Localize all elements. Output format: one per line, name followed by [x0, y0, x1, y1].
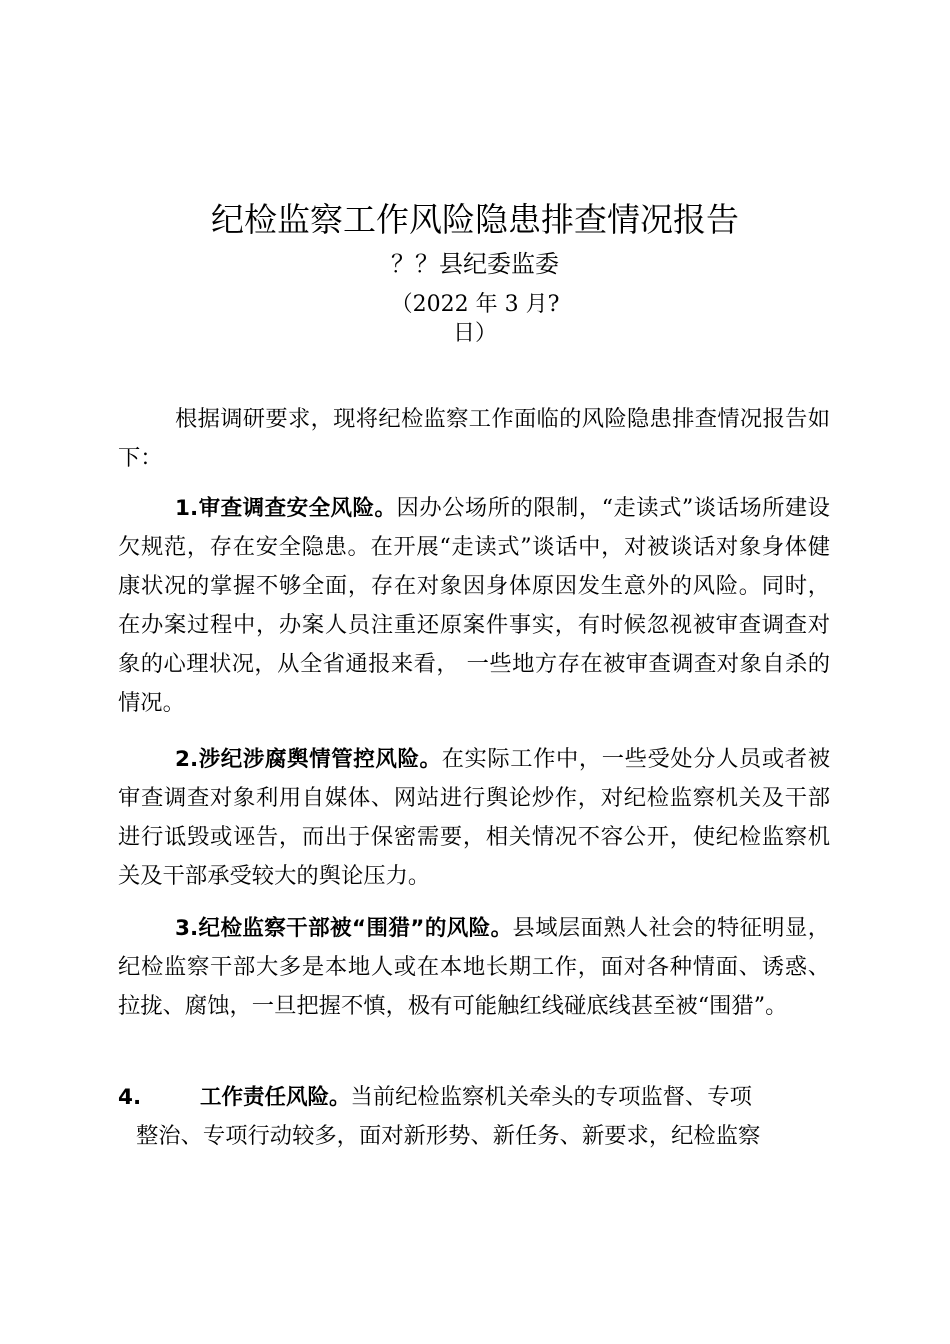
paragraph-3-body: 县域层面熟人社会的特征明显，纪检监察干部大多是本地人或在本地长期工作，面对各种情面、诱惑、拉拢、腐蚀，一旦把握不慎，极有可能触红线碰底线甚至被“围猎”。: [118, 915, 830, 1019]
paragraph-2-body: 在实际工作中，一些受处分人员或者被审查调查对象利用自媒体、网站进行舆论炒作，对纪检监察机关及干部进行诋毁或诬告，而出于保密需要，相关情况不容公开，使纪检监察机关及干部承受较大的舆论压力。: [118, 746, 830, 889]
paragraph-4-heading: 工作责任风险。: [200, 1085, 351, 1110]
document-title: 纪检监察工作风险隐患排查情况报告: [211, 200, 739, 239]
paragraph-2: [118, 740, 830, 896]
paragraph-1-body: 因办公场所的限制，“走读式”谈话场所建设欠规范，存在安全隐患。在开展“走读式”谈话中，对被谈话对象身体健康状况的掌握不够全面，存在对象因身体原因发生意外的风险。同时，在办案过程中，办案人员注重还原案件事实，有时候忽视被审查调查对象的心理状况，从全省通报来看， 一些地方存在被审查调查对象自杀的情况。: [118, 495, 830, 716]
paragraph-1: [118, 489, 830, 723]
date-line-1: （2022 年 3 月?: [390, 292, 560, 317]
paragraph-4: [118, 1078, 830, 1156]
intro-paragraph: [118, 400, 830, 478]
paragraph-4-body-line-1: 当前纪检监察机关牵头的专项监督、专项: [350, 1084, 752, 1110]
paragraph-2-heading: 2.涉纪涉腐舆情管控风险。: [175, 747, 442, 772]
paragraph-4-body-line-2: 整治、专项行动较多，面对新形势、新任务、新要求，纪检监察: [136, 1123, 761, 1149]
date-line-2: 日）: [452, 321, 497, 346]
paragraph-1-heading: 1.审查调查安全风险。: [175, 496, 397, 521]
paragraph-3-heading: 3.纪检监察干部被“围猎”的风险。: [175, 916, 513, 941]
intro-text: 根据调研要求，现将纪检监察工作面临的风险隐患排查情况报告如下：: [118, 406, 830, 471]
paragraph-3: [118, 909, 830, 1026]
issuer: ？？县纪委监委: [391, 250, 559, 278]
paragraph-4-number: 4.: [118, 1085, 142, 1110]
document-date: [0, 290, 950, 348]
